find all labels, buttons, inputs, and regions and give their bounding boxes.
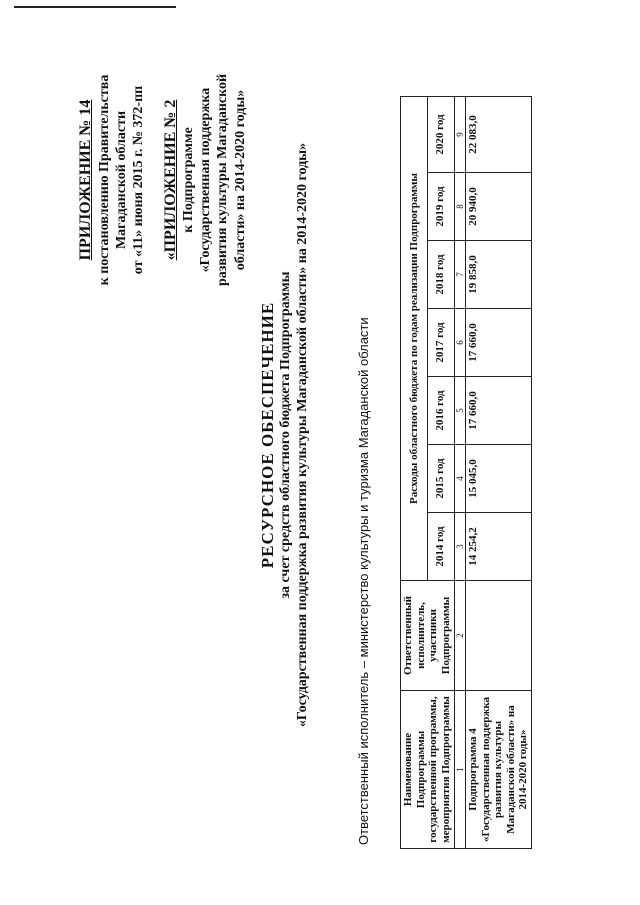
column-number: 2 bbox=[454, 581, 465, 691]
year-header: 2019 год bbox=[427, 173, 454, 241]
col-header-executor: Ответственный исполнитель, участники Подпрограммы bbox=[401, 581, 455, 691]
column-number: 4 bbox=[454, 445, 465, 513]
appendix-line: Магаданской области bbox=[113, 110, 129, 250]
col-group-header: Расходы областного бюджета по годам реализации Подпрограммы bbox=[401, 97, 428, 581]
value-cell: 14 254,2 bbox=[465, 513, 531, 581]
column-number: 6 bbox=[454, 309, 465, 377]
appendix-title-2: «ПРИЛОЖЕНИЕ № 2 bbox=[161, 99, 179, 261]
value-cell: 20 940,0 bbox=[465, 173, 531, 241]
top-edge-line bbox=[14, 6, 176, 8]
subprogram-name: Подпрограмма 4 «Государственная поддержка развития культуры Магаданской области» на 2014-2020 годы» bbox=[465, 691, 531, 849]
responsible-executor: Ответственный исполнитель – министерство культуры и туризма Магаданской области bbox=[356, 317, 371, 845]
appendix-sub-line: развития культуры Магаданской bbox=[215, 73, 231, 287]
column-number: 1 bbox=[454, 691, 465, 849]
appendix-sub-line: «Государственная поддержка bbox=[198, 87, 214, 273]
appendix-line: от «11» июня 2015 г. № 372-пп bbox=[130, 85, 146, 275]
value-cell: 22 083,0 bbox=[465, 97, 531, 173]
value-cell: 19 858,0 bbox=[465, 241, 531, 309]
appendix-block bbox=[76, 15, 249, 345]
appendix-sub-line: к Подпрограмме bbox=[181, 127, 197, 233]
column-number: 3 bbox=[454, 513, 465, 581]
column-number: 5 bbox=[454, 377, 465, 445]
year-header: 2015 год bbox=[427, 445, 454, 513]
year-header: 2014 год bbox=[427, 513, 454, 581]
value-cell: 17 660,0 bbox=[465, 309, 531, 377]
appendix-line: к постановлению Правительства bbox=[96, 74, 112, 286]
table-row bbox=[465, 97, 531, 849]
subprogram-executor bbox=[465, 581, 531, 691]
appendix-title: ПРИЛОЖЕНИЕ № 14 bbox=[77, 99, 94, 261]
heading-line: за счет средств областного бюджета Подпрограммы bbox=[278, 271, 294, 599]
column-number: 8 bbox=[454, 173, 465, 241]
year-header: 2020 год bbox=[427, 97, 454, 173]
document-heading bbox=[258, 115, 312, 755]
year-header: 2018 год bbox=[427, 241, 454, 309]
year-header: 2017 год bbox=[427, 309, 454, 377]
heading-title: РЕСУРСНОЕ ОБЕСПЕЧЕНИЕ bbox=[258, 301, 277, 569]
col-header-name: Наименование Подпрограммы государственной программы, мероприятия Подпрограммы bbox=[401, 691, 455, 849]
value-cell: 15 045,0 bbox=[465, 445, 531, 513]
column-number: 7 bbox=[454, 241, 465, 309]
appendix-sub-line: области» на 2014-2020 годы» bbox=[232, 89, 248, 271]
value-cell: 17 660,0 bbox=[465, 377, 531, 445]
resource-table bbox=[400, 96, 532, 849]
column-number: 9 bbox=[454, 97, 465, 173]
year-header: 2016 год bbox=[427, 377, 454, 445]
heading-line: «Государственная поддержка развития культуры Магаданской области» на 2014-2020 годы» bbox=[295, 142, 311, 728]
